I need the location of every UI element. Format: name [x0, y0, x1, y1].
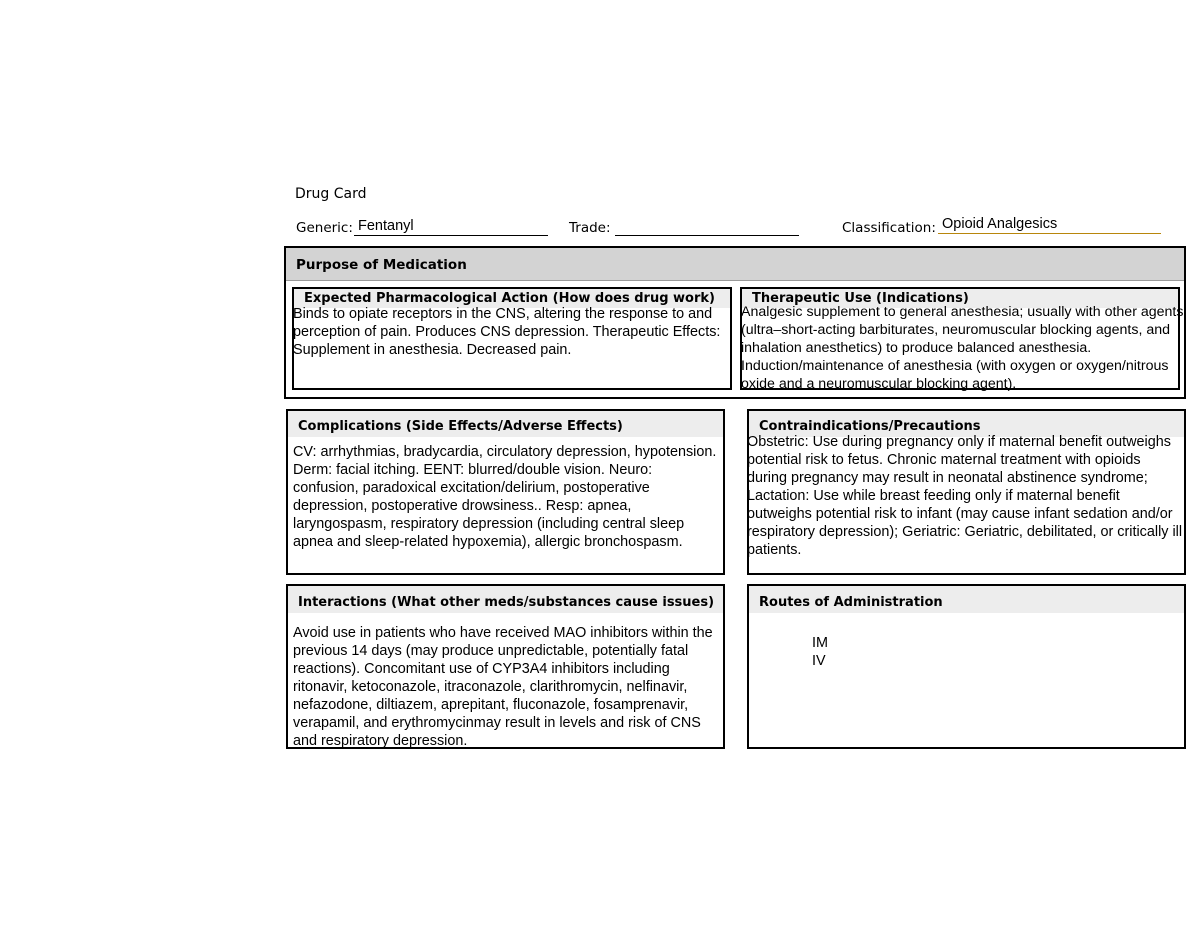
classification-label: Classification: [842, 220, 936, 236]
card-title: Drug Card [295, 186, 367, 202]
route-item: IM [812, 635, 828, 651]
therapeutic-use-title: Therapeutic Use (Indications) [742, 289, 1178, 308]
expected-action-title: Expected Pharmacological Action (How does drug work) [294, 289, 730, 308]
classification-field[interactable]: Opioid Analgesics [938, 216, 1161, 234]
purpose-title: Purpose of Medication [296, 257, 467, 273]
route-item: IV [812, 653, 826, 669]
expected-action-text: Binds to opiate receptors in the CNS, altering the response to and perception of pain. Produces CNS depression. Therapeutic Effects: Supplement in anesthesia. Decreased pain. [293, 306, 721, 358]
trade-label: Trade: [569, 220, 611, 236]
interactions-text: Avoid use in patients who have received MAO inhibitors within the previous 14 days (may produce unpredictable, potentially fatal reactions). Concomitant use of CYP3A4 inhibitors including ritonavir, ketoconazole, itraconazole, clarithromycin, nelfinavir, nefazodone, diltiazem, aprepitant, fluconazole, fosamprenavir, verapamil, and erythromycinmay result in levels and risk of CNS and respiratory depression. [293, 625, 713, 749]
contraindications-title: Contraindications/Precautions [749, 411, 1184, 437]
generic-label: Generic: [296, 220, 353, 236]
routes-box [747, 584, 1186, 749]
contraindications-text: Obstetric: Use during pregnancy only if maternal benefit outweighs potential risk to fetus. Chronic maternal treatment with opioids during pregnancy may result in neonatal abstinence syndrome; Lactation: Use while breast feeding only if maternal benefit outweighs potential risk to infant (may cause infant sedation and/or respiratory depression); Geriatric: Geriatric, debilitated, or critically ill patients. [747, 434, 1183, 558]
trade-field[interactable] [615, 218, 799, 236]
interactions-title: Interactions (What other meds/substances cause issues) [288, 586, 723, 613]
complications-title: Complications (Side Effects/Adverse Effects) [288, 411, 723, 437]
complications-text: CV: arrhythmias, bradycardia, circulatory depression, hypotension. Derm: facial itching. EENT: blurred/double vision. Neuro: confusion, paradoxical excitation/delirium, postoperative depression, postoperative drowsiness.. Resp: apnea, laryngospasm, respiratory depression (including central sleep apnea and sleep-related hypoxemia), allergic bronchospasm. [293, 444, 717, 550]
interactions-text-clip [288, 620, 724, 760]
therapeutic-use-text: Analgesic supplement to general anesthesia; usually with other agents (ultra–short-acting barbiturates, neuromuscular blocking agents, and inhalation anesthetics) to produce balanced anesthesia. Induction/maintenance of anesthesia (with oxygen or oxygen/nitrous oxide and a neuromuscular blocking agent). [741, 304, 1184, 392]
routes-title: Routes of Administration [749, 586, 1184, 613]
generic-field[interactable]: Fentanyl [354, 218, 548, 236]
